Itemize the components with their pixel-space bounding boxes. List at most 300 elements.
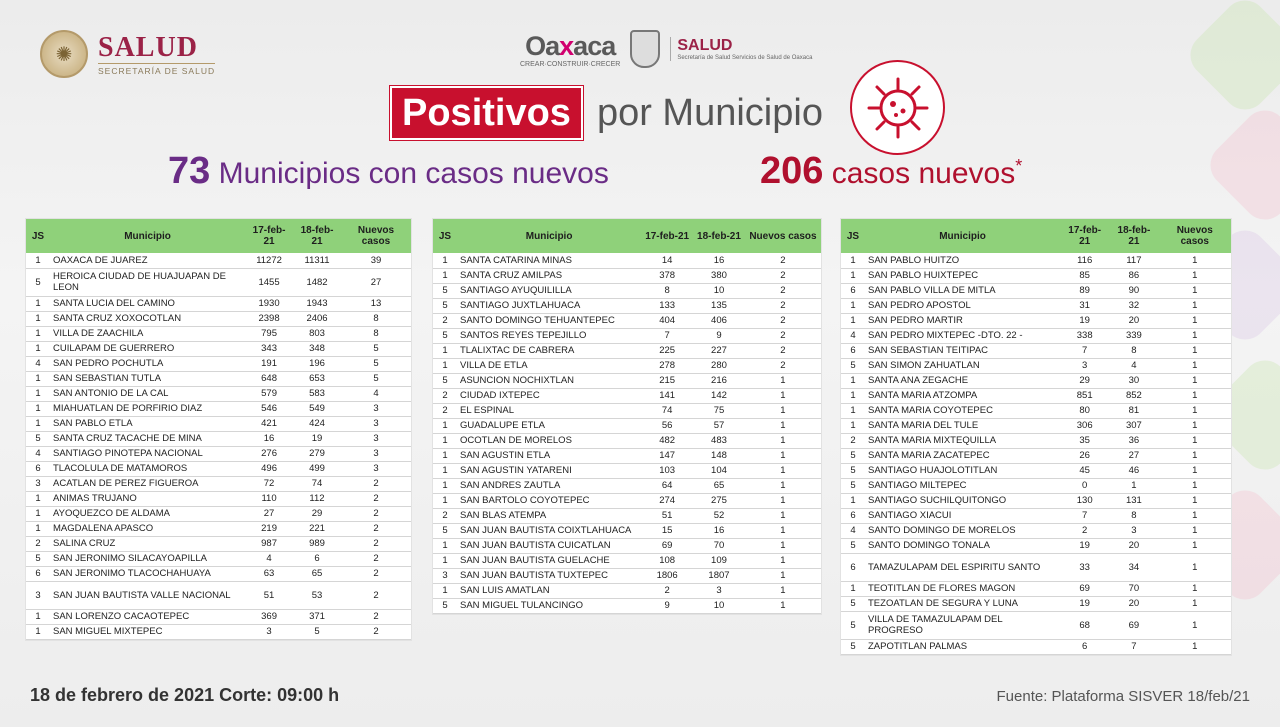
cell-js: 1 — [26, 624, 50, 639]
table-row — [841, 343, 1231, 358]
casos-label: casos nuevos — [831, 157, 1016, 190]
cell-js: 1 — [433, 358, 457, 373]
cell-date1: 4 — [245, 551, 293, 566]
cell-municipio: TEOTITLAN DE FLORES MAGON — [865, 581, 1060, 596]
table-row — [841, 611, 1231, 639]
table-row — [26, 461, 411, 476]
table-row — [26, 551, 411, 566]
col-nuevos: Nuevos casos — [341, 219, 411, 253]
cell-date1: 80 — [1060, 403, 1109, 418]
cell-js: 5 — [841, 596, 865, 611]
cell-date1: 343 — [245, 341, 293, 356]
cell-municipio: SAN PEDRO MARTIR — [865, 313, 1060, 328]
cell-date1: 72 — [245, 476, 293, 491]
cell-date2: 549 — [293, 401, 341, 416]
cell-municipio: SAN MIGUEL MIXTEPEC — [50, 624, 245, 639]
cell-nuevos: 1 — [745, 493, 821, 508]
cell-date1: 63 — [245, 566, 293, 581]
table-row — [841, 358, 1231, 373]
cell-nuevos: 1 — [745, 388, 821, 403]
cell-date2: 2406 — [293, 311, 341, 326]
cell-js: 6 — [26, 461, 50, 476]
table-row — [26, 581, 411, 609]
cell-date1: 496 — [245, 461, 293, 476]
cell-js: 1 — [841, 298, 865, 313]
col-date2: 18-feb-21 — [1109, 219, 1158, 253]
cell-js: 3 — [433, 568, 457, 583]
cell-date1: 31 — [1060, 298, 1109, 313]
cell-municipio: SAN LUIS AMATLAN — [457, 583, 641, 598]
cell-date2: 221 — [293, 521, 341, 536]
cell-js: 6 — [841, 283, 865, 298]
cell-js: 5 — [26, 431, 50, 446]
cell-js: 1 — [433, 268, 457, 283]
cell-nuevos: 1 — [1159, 403, 1231, 418]
cell-date2: 16 — [693, 523, 745, 538]
cell-nuevos: 4 — [341, 386, 411, 401]
cell-municipio: SANTA CATARINA MINAS — [457, 253, 641, 268]
salud-oaxaca-subtitle: Secretaría de Salud Servicios de Salud de Oaxaca — [677, 55, 813, 61]
cell-js: 5 — [26, 268, 50, 296]
cell-js: 1 — [841, 418, 865, 433]
cell-nuevos: 5 — [341, 341, 411, 356]
cell-nuevos: 8 — [341, 311, 411, 326]
table-row — [841, 268, 1231, 283]
cell-js: 4 — [841, 328, 865, 343]
cell-date2: 196 — [293, 356, 341, 371]
table-row — [433, 553, 821, 568]
col-municipio: Municipio — [50, 219, 245, 253]
cell-date1: 378 — [641, 268, 693, 283]
cell-js: 2 — [26, 536, 50, 551]
table-row — [26, 491, 411, 506]
cell-date2: 9 — [693, 328, 745, 343]
cell-municipio: ANIMAS TRUJANO — [50, 491, 245, 506]
cell-municipio: OCOTLAN DE MORELOS — [457, 433, 641, 448]
cell-date2: 32 — [1109, 298, 1158, 313]
table-row — [841, 328, 1231, 343]
cell-date2: 109 — [693, 553, 745, 568]
col-date1: 17-feb-21 — [245, 219, 293, 253]
cell-date2: 46 — [1109, 463, 1158, 478]
cell-nuevos: 2 — [341, 536, 411, 551]
municipios-label: Municipios con casos nuevos — [218, 157, 609, 190]
cell-date2: 10 — [693, 598, 745, 613]
cell-date1: 6 — [1060, 639, 1109, 654]
cell-municipio: SANTO DOMINGO TONALA — [865, 538, 1060, 553]
cell-nuevos: 3 — [341, 461, 411, 476]
cell-js: 1 — [433, 583, 457, 598]
cell-date1: 0 — [1060, 478, 1109, 493]
cell-date1: 219 — [245, 521, 293, 536]
cell-nuevos: 1 — [745, 523, 821, 538]
table-row — [26, 416, 411, 431]
cell-js: 5 — [841, 538, 865, 553]
cell-date2: 380 — [693, 268, 745, 283]
cell-municipio: SANTIAGO JUXTLAHUACA — [457, 298, 641, 313]
cell-municipio: SAN JUAN BAUTISTA COIXTLAHUACA — [457, 523, 641, 538]
cell-nuevos: 2 — [341, 521, 411, 536]
cell-date2: 29 — [293, 506, 341, 521]
table-row — [26, 326, 411, 341]
table-row — [841, 493, 1231, 508]
cell-nuevos: 39 — [341, 253, 411, 268]
cell-nuevos: 1 — [745, 403, 821, 418]
cell-js: 1 — [26, 253, 50, 268]
cell-nuevos: 1 — [1159, 581, 1231, 596]
cell-nuevos: 2 — [341, 491, 411, 506]
cell-municipio: ASUNCION NOCHIXTLAN — [457, 373, 641, 388]
cell-date1: 546 — [245, 401, 293, 416]
cell-nuevos: 1 — [745, 568, 821, 583]
table-row — [433, 358, 821, 373]
cell-nuevos: 1 — [1159, 298, 1231, 313]
cell-date2: 1943 — [293, 296, 341, 311]
cell-date1: 14 — [641, 253, 693, 268]
cell-js: 6 — [841, 553, 865, 581]
casos-footnote-star: * — [1015, 156, 1023, 176]
cell-municipio: HEROICA CIUDAD DE HUAJUAPAN DE LEON — [50, 268, 245, 296]
cell-date1: 8 — [641, 283, 693, 298]
cell-municipio: SAN BLAS ATEMPA — [457, 508, 641, 523]
title-highlight: Positivos — [390, 86, 583, 140]
cell-municipio: TAMAZULAPAM DEL ESPIRITU SANTO — [865, 553, 1060, 581]
cell-municipio: AYOQUEZCO DE ALDAMA — [50, 506, 245, 521]
table-row — [26, 341, 411, 356]
cell-date2: 4 — [1109, 358, 1158, 373]
cell-js: 2 — [433, 388, 457, 403]
cell-date1: 16 — [245, 431, 293, 446]
cell-nuevos: 8 — [341, 326, 411, 341]
cell-municipio: SAN AGUSTIN ETLA — [457, 448, 641, 463]
cell-date2: 7 — [1109, 639, 1158, 654]
cell-js: 1 — [26, 326, 50, 341]
cell-js: 5 — [433, 598, 457, 613]
col-municipio: Municipio — [457, 219, 641, 253]
salud-brand: SALUD — [98, 31, 198, 63]
cell-municipio: SAN PEDRO APOSTOL — [865, 298, 1060, 313]
col-nuevos: Nuevos casos — [745, 219, 821, 253]
cell-date2: 70 — [693, 538, 745, 553]
cell-date1: 27 — [245, 506, 293, 521]
table-row — [26, 566, 411, 581]
oaxaca-wordmark: Oaxaca — [525, 30, 616, 61]
cell-date1: 404 — [641, 313, 693, 328]
table-row — [841, 538, 1231, 553]
table-row — [26, 476, 411, 491]
cell-js: 1 — [841, 373, 865, 388]
cell-js: 1 — [26, 521, 50, 536]
cell-nuevos: 2 — [745, 328, 821, 343]
cell-municipio: SANTIAGO AYUQUILILLA — [457, 283, 641, 298]
cell-date2: 1 — [1109, 478, 1158, 493]
cell-date2: 36 — [1109, 433, 1158, 448]
table-row — [433, 403, 821, 418]
cell-js: 1 — [433, 553, 457, 568]
cell-js: 5 — [433, 373, 457, 388]
cell-date2: 406 — [693, 313, 745, 328]
table-right — [840, 218, 1232, 656]
cell-date1: 141 — [641, 388, 693, 403]
cell-nuevos: 1 — [1159, 523, 1231, 538]
table-row — [26, 536, 411, 551]
cell-municipio: TLACOLULA DE MATAMOROS — [50, 461, 245, 476]
table-row — [26, 296, 411, 311]
cell-date2: 3 — [1109, 523, 1158, 538]
cell-municipio: CIUDAD IXTEPEC — [457, 388, 641, 403]
cell-date2: 216 — [693, 373, 745, 388]
cell-date1: 225 — [641, 343, 693, 358]
table-row — [26, 311, 411, 326]
table-row — [841, 433, 1231, 448]
cell-date1: 56 — [641, 418, 693, 433]
cell-municipio: SANTO DOMINGO DE MORELOS — [865, 523, 1060, 538]
cell-js: 5 — [841, 639, 865, 654]
col-date2: 18-feb-21 — [693, 219, 745, 253]
cell-date1: 2 — [641, 583, 693, 598]
cell-date1: 1806 — [641, 568, 693, 583]
cell-nuevos: 1 — [745, 553, 821, 568]
cell-nuevos: 1 — [745, 373, 821, 388]
cell-date1: 130 — [1060, 493, 1109, 508]
cell-date2: 483 — [693, 433, 745, 448]
cell-js: 2 — [433, 508, 457, 523]
cell-municipio: SAN PABLO ETLA — [50, 416, 245, 431]
cell-nuevos: 13 — [341, 296, 411, 311]
cell-nuevos: 1 — [1159, 448, 1231, 463]
cell-js: 1 — [433, 433, 457, 448]
cell-date1: 11272 — [245, 253, 293, 268]
cell-municipio: SANTA CRUZ TACACHE DE MINA — [50, 431, 245, 446]
table-row — [433, 538, 821, 553]
cell-nuevos: 1 — [745, 448, 821, 463]
cell-date2: 307 — [1109, 418, 1158, 433]
cell-nuevos: 3 — [341, 446, 411, 461]
cell-nuevos: 1 — [745, 478, 821, 493]
col-js: JS — [841, 219, 865, 253]
table-row — [433, 478, 821, 493]
cell-date2: 1807 — [693, 568, 745, 583]
page-title — [390, 86, 823, 140]
title-rest: por Municipio — [596, 91, 823, 134]
cell-js: 1 — [433, 538, 457, 553]
cell-municipio: SAN PEDRO POCHUTLA — [50, 356, 245, 371]
cell-municipio: MIAHUATLAN DE PORFIRIO DIAZ — [50, 401, 245, 416]
cell-js: 1 — [433, 448, 457, 463]
cell-js: 5 — [841, 463, 865, 478]
table-row — [841, 463, 1231, 478]
cell-municipio: SAN BARTOLO COYOTEPEC — [457, 493, 641, 508]
cell-municipio: SANTA MARIA DEL TULE — [865, 418, 1060, 433]
state-shield-icon — [630, 30, 660, 68]
cell-date2: 583 — [293, 386, 341, 401]
cell-date1: 9 — [641, 598, 693, 613]
cell-date2: 52 — [693, 508, 745, 523]
cell-municipio: SAN PABLO HUITZO — [865, 253, 1060, 268]
cell-js: 6 — [26, 566, 50, 581]
cell-nuevos: 1 — [1159, 313, 1231, 328]
cell-date1: 7 — [641, 328, 693, 343]
col-nuevos: Nuevos casos — [1159, 219, 1231, 253]
table-row — [841, 388, 1231, 403]
cell-municipio: OAXACA DE JUAREZ — [50, 253, 245, 268]
cell-municipio: VILLA DE ETLA — [457, 358, 641, 373]
cell-date1: 851 — [1060, 388, 1109, 403]
cell-nuevos: 2 — [745, 253, 821, 268]
cell-nuevos: 1 — [1159, 358, 1231, 373]
cell-municipio: GUADALUPE ETLA — [457, 418, 641, 433]
cell-municipio: SALINA CRUZ — [50, 536, 245, 551]
table-row — [433, 283, 821, 298]
cell-municipio: SAN SEBASTIAN TUTLA — [50, 371, 245, 386]
cell-js: 1 — [433, 478, 457, 493]
table-row — [26, 253, 411, 268]
cell-nuevos: 2 — [341, 506, 411, 521]
table-row — [841, 298, 1231, 313]
cell-municipio: SANTIAGO XIACUI — [865, 508, 1060, 523]
cell-municipio: SANTA MARIA ATZOMPA — [865, 388, 1060, 403]
cell-date1: 338 — [1060, 328, 1109, 343]
cell-nuevos: 2 — [745, 283, 821, 298]
cell-nuevos: 1 — [1159, 253, 1231, 268]
cell-date1: 133 — [641, 298, 693, 313]
cell-date1: 45 — [1060, 463, 1109, 478]
cell-date2: 8 — [1109, 343, 1158, 358]
cell-municipio: SANTA MARIA ZACATEPEC — [865, 448, 1060, 463]
table-row — [841, 373, 1231, 388]
cell-nuevos: 1 — [1159, 553, 1231, 581]
table-row — [841, 448, 1231, 463]
cell-js: 5 — [433, 523, 457, 538]
table-row — [433, 328, 821, 343]
cell-date1: 51 — [245, 581, 293, 609]
col-js: JS — [26, 219, 50, 253]
table-row — [433, 493, 821, 508]
cell-date2: 65 — [693, 478, 745, 493]
cell-nuevos: 2 — [341, 624, 411, 639]
cell-nuevos: 1 — [1159, 343, 1231, 358]
cell-nuevos: 1 — [745, 463, 821, 478]
footer-source: Fuente: Plataforma SISVER 18/feb/21 — [996, 688, 1250, 705]
table-row — [433, 448, 821, 463]
cell-date2: 112 — [293, 491, 341, 506]
cell-municipio: SAN PEDRO MIXTEPEC -DTO. 22 - — [865, 328, 1060, 343]
cell-date2: 131 — [1109, 493, 1158, 508]
cell-js: 1 — [26, 341, 50, 356]
cell-date1: 19 — [1060, 538, 1109, 553]
table-row — [26, 371, 411, 386]
cell-date1: 29 — [1060, 373, 1109, 388]
table-row — [26, 356, 411, 371]
cell-date1: 89 — [1060, 283, 1109, 298]
cell-date2: 53 — [293, 581, 341, 609]
cell-nuevos: 1 — [1159, 283, 1231, 298]
table-row — [433, 508, 821, 523]
cell-nuevos: 1 — [745, 418, 821, 433]
cell-js: 1 — [433, 493, 457, 508]
cell-nuevos: 1 — [745, 583, 821, 598]
table-row — [26, 386, 411, 401]
cell-nuevos: 1 — [1159, 328, 1231, 343]
cell-nuevos: 1 — [1159, 433, 1231, 448]
cell-js: 2 — [433, 403, 457, 418]
cell-date1: 19 — [1060, 313, 1109, 328]
cell-municipio: CUILAPAM DE GUERRERO — [50, 341, 245, 356]
cell-date1: 215 — [641, 373, 693, 388]
cell-nuevos: 2 — [745, 313, 821, 328]
cell-municipio: SANTIAGO MILTEPEC — [865, 478, 1060, 493]
cell-date2: 989 — [293, 536, 341, 551]
cell-date2: 20 — [1109, 596, 1158, 611]
cell-js: 3 — [26, 581, 50, 609]
national-seal-icon: ✺ — [40, 30, 88, 78]
cell-js: 5 — [433, 283, 457, 298]
table-row — [26, 446, 411, 461]
cell-nuevos: 1 — [1159, 493, 1231, 508]
cell-date1: 306 — [1060, 418, 1109, 433]
cell-municipio: SAN SIMON ZAHUATLAN — [865, 358, 1060, 373]
table-row — [433, 253, 821, 268]
cell-municipio: SANTIAGO SUCHILQUITONGO — [865, 493, 1060, 508]
cell-municipio: SANTA LUCIA DEL CAMINO — [50, 296, 245, 311]
table-row — [26, 609, 411, 624]
cell-date2: 5 — [293, 624, 341, 639]
cell-municipio: SANTA CRUZ XOXOCOTLAN — [50, 311, 245, 326]
cell-date2: 70 — [1109, 581, 1158, 596]
table-row — [841, 508, 1231, 523]
cell-nuevos: 1 — [1159, 478, 1231, 493]
table-row — [433, 568, 821, 583]
table-row — [433, 598, 821, 613]
table-row — [433, 298, 821, 313]
cell-municipio: SAN JUAN BAUTISTA CUICATLAN — [457, 538, 641, 553]
cell-js: 4 — [841, 523, 865, 538]
cell-date1: 421 — [245, 416, 293, 431]
table-row — [433, 433, 821, 448]
salud-logo — [40, 30, 215, 78]
cell-municipio: SAN PABLO VILLA DE MITLA — [865, 283, 1060, 298]
cell-js: 1 — [26, 609, 50, 624]
cell-nuevos: 2 — [745, 298, 821, 313]
cell-date1: 69 — [1060, 581, 1109, 596]
table-row — [433, 388, 821, 403]
cell-date1: 7 — [1060, 343, 1109, 358]
cell-date1: 3 — [1060, 358, 1109, 373]
cell-js: 1 — [433, 418, 457, 433]
cell-municipio: TEZOATLAN DE SEGURA Y LUNA — [865, 596, 1060, 611]
cell-date1: 147 — [641, 448, 693, 463]
cell-date2: 34 — [1109, 553, 1158, 581]
cell-date1: 795 — [245, 326, 293, 341]
cell-municipio: SANTA ANA ZEGACHE — [865, 373, 1060, 388]
cell-date1: 3 — [245, 624, 293, 639]
cell-js: 1 — [841, 253, 865, 268]
cell-date2: 275 — [693, 493, 745, 508]
cell-date2: 1482 — [293, 268, 341, 296]
cell-nuevos: 2 — [745, 343, 821, 358]
casos-count: 206 — [760, 150, 824, 192]
table-row — [433, 523, 821, 538]
cell-date2: 104 — [693, 463, 745, 478]
cell-nuevos: 2 — [745, 358, 821, 373]
cell-js: 1 — [841, 268, 865, 283]
cell-date1: 1930 — [245, 296, 293, 311]
cell-js: 5 — [841, 448, 865, 463]
cell-date2: 8 — [1109, 508, 1158, 523]
cell-municipio: SANTO DOMINGO TEHUANTEPEC — [457, 313, 641, 328]
cell-js: 4 — [26, 356, 50, 371]
cell-nuevos: 5 — [341, 356, 411, 371]
